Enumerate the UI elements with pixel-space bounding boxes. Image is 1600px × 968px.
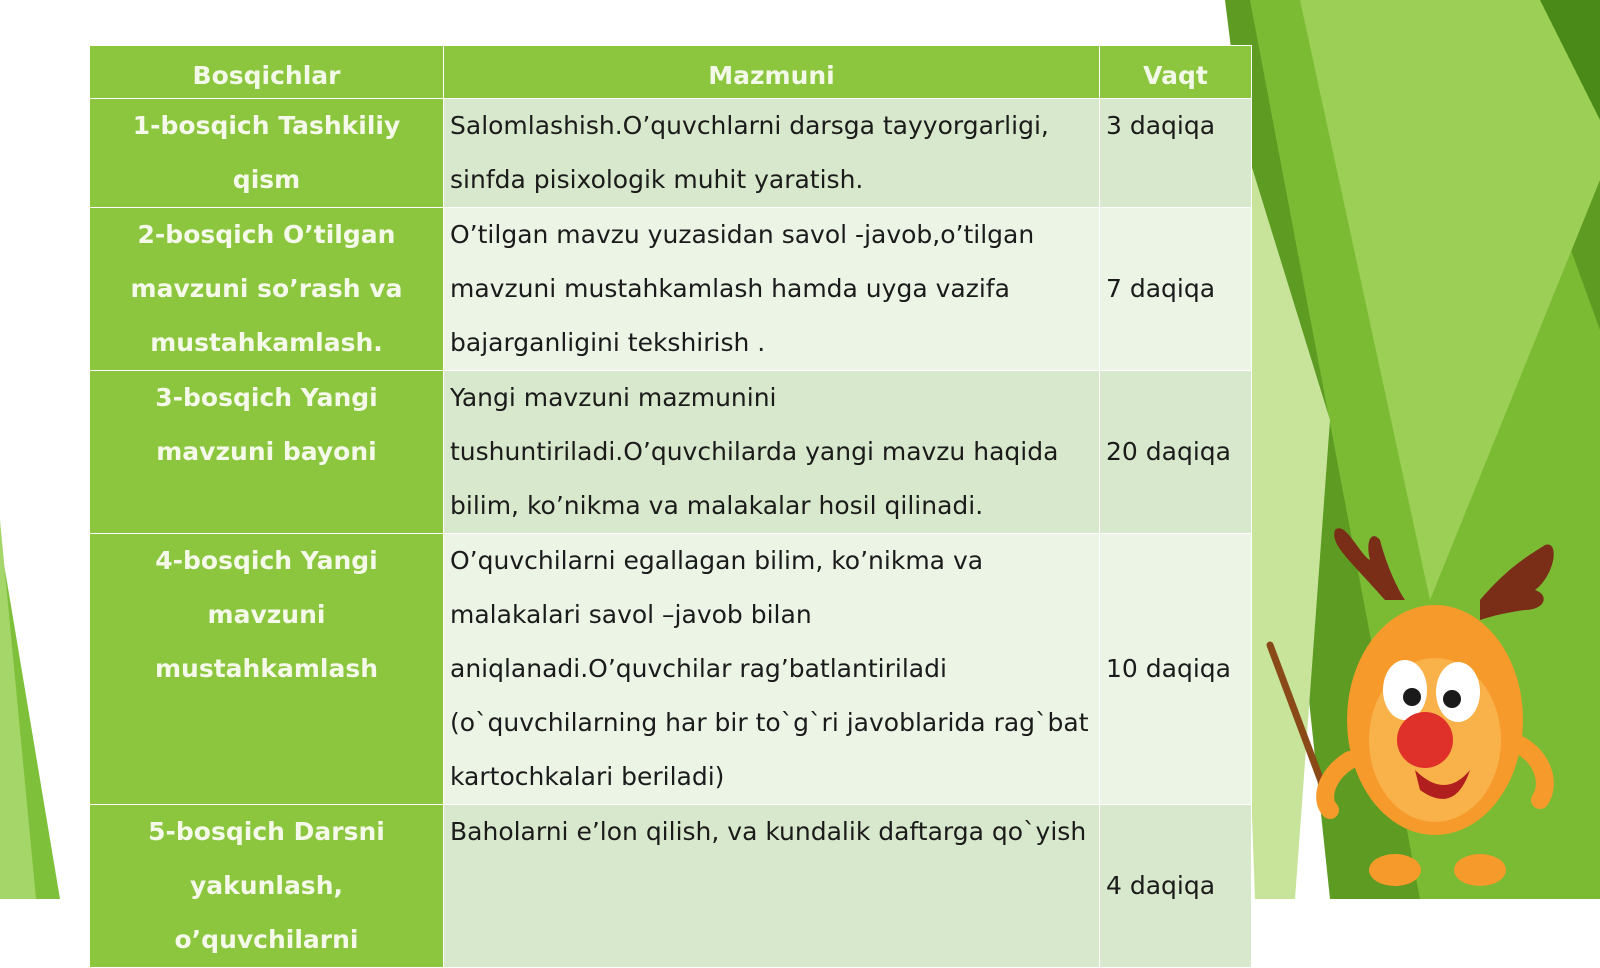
content-cell: Salomlashish.O’quvchlarni darsga tayyorgarligi, sinfda pisixologik muhit yaratish. bbox=[444, 99, 1100, 208]
stage-cell: 2-bosqich O’tilgan mavzuni so’rash va mustahkamlash. bbox=[90, 208, 444, 371]
content-cell: O’tilgan mavzu yuzasidan savol -javob,o’tilgan mavzuni mustahkamlash hamda uyga vazifa bajarganligini tekshirish . bbox=[444, 208, 1100, 371]
stage-cell: 3-bosqich Yangi mavzuni bayoni bbox=[90, 371, 444, 534]
table-row bbox=[90, 534, 1252, 805]
time-cell: 3 daqiqa bbox=[1100, 99, 1252, 208]
time-cell: 20 daqiqa bbox=[1100, 371, 1252, 534]
time-cell: 4 daqiqa bbox=[1100, 805, 1252, 968]
time-cell: 7 daqiqa bbox=[1100, 208, 1252, 371]
table-row bbox=[90, 208, 1252, 371]
table-row bbox=[90, 805, 1252, 968]
stage-cell: 1-bosqich Tashkiliy qism bbox=[90, 99, 444, 208]
header-stages: Bosqichlar bbox=[90, 46, 444, 99]
content-cell: Baholarni e’lon qilish, va kundalik daftarga qo`yish bbox=[444, 805, 1100, 968]
stage-cell: 4-bosqich Yangi mavzuni mustahkamlash bbox=[90, 534, 444, 805]
stage-cell: 5-bosqich Darsni yakunlash, o’quvchilarni bbox=[90, 805, 444, 968]
header-content: Mazmuni bbox=[444, 46, 1100, 99]
lesson-plan-table bbox=[89, 45, 1252, 968]
table-row bbox=[90, 371, 1252, 534]
content-cell: Yangi mavzuni mazmunini tushuntiriladi.O’quvchilarda yangi mavzu haqida bilim, ko’nikma va malakalar hosil qilinadi. bbox=[444, 371, 1100, 534]
time-cell: 10 daqiqa bbox=[1100, 534, 1252, 805]
table-header-row bbox=[90, 46, 1252, 99]
table-row bbox=[90, 99, 1252, 208]
content-cell: O’quvchilarni egallagan bilim, ko’nikma va malakalari savol –javob bilan aniqlanadi.O’quvchilar rag’batlantiriladi (o`quvchilarning har bir to`g`ri javoblarida rag`bat kartochkalari beriladi) bbox=[444, 534, 1100, 805]
header-time: Vaqt bbox=[1100, 46, 1252, 99]
